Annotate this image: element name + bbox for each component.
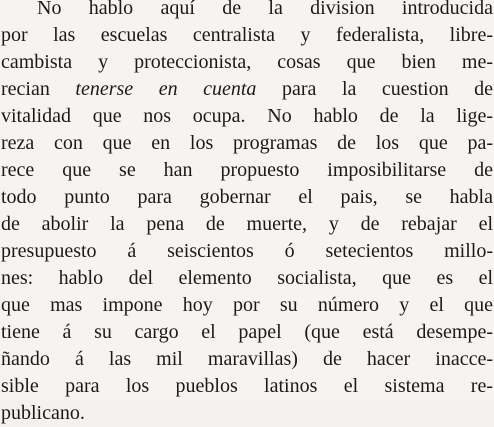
text-line-3: cambista y proteccionista, cosas que bien me- xyxy=(1,51,493,73)
text-line-14: ñando á las mil maravillas) de hacer inacce- xyxy=(1,348,493,370)
text-line-4-after: para la cuestion de xyxy=(256,78,493,100)
text-line-8: todo punto para gobernar el pais, se habla xyxy=(1,186,493,208)
text-line-12: que mas impone hoy por su número y el que xyxy=(1,294,493,316)
text-line-4 xyxy=(1,76,493,103)
text-line-9: de abolir la pena de muerte, y de rebajar el xyxy=(1,213,493,235)
text-line-10: presupuesto á seiscientos ó setecientos millo- xyxy=(1,240,493,262)
text-line-16: publicano. xyxy=(1,402,85,424)
text-line-4-before: recian xyxy=(1,78,76,100)
text-line-7: rece que se han propuesto imposibilitarse de xyxy=(1,159,493,181)
text-line-13: tiene á su cargo el papel (que está desempe- xyxy=(1,321,493,343)
italic-phrase: tenerse en cuenta xyxy=(75,78,257,100)
text-line-11: nes: hablo del elemento socialista, que es el xyxy=(1,267,493,289)
text-line-5: vitalidad que nos ocupa. No hablo de la lige- xyxy=(1,105,493,127)
text-line-1: No hablo aquí de la division introducida xyxy=(37,0,493,19)
paragraph xyxy=(1,0,493,427)
text-line-6: reza con que en los programas de los que pa- xyxy=(1,132,493,154)
text-line-2: por las escuelas centralista y federalista, libre- xyxy=(1,24,493,46)
text-line-15: sible para los pueblos latinos el sistema re- xyxy=(1,375,493,397)
